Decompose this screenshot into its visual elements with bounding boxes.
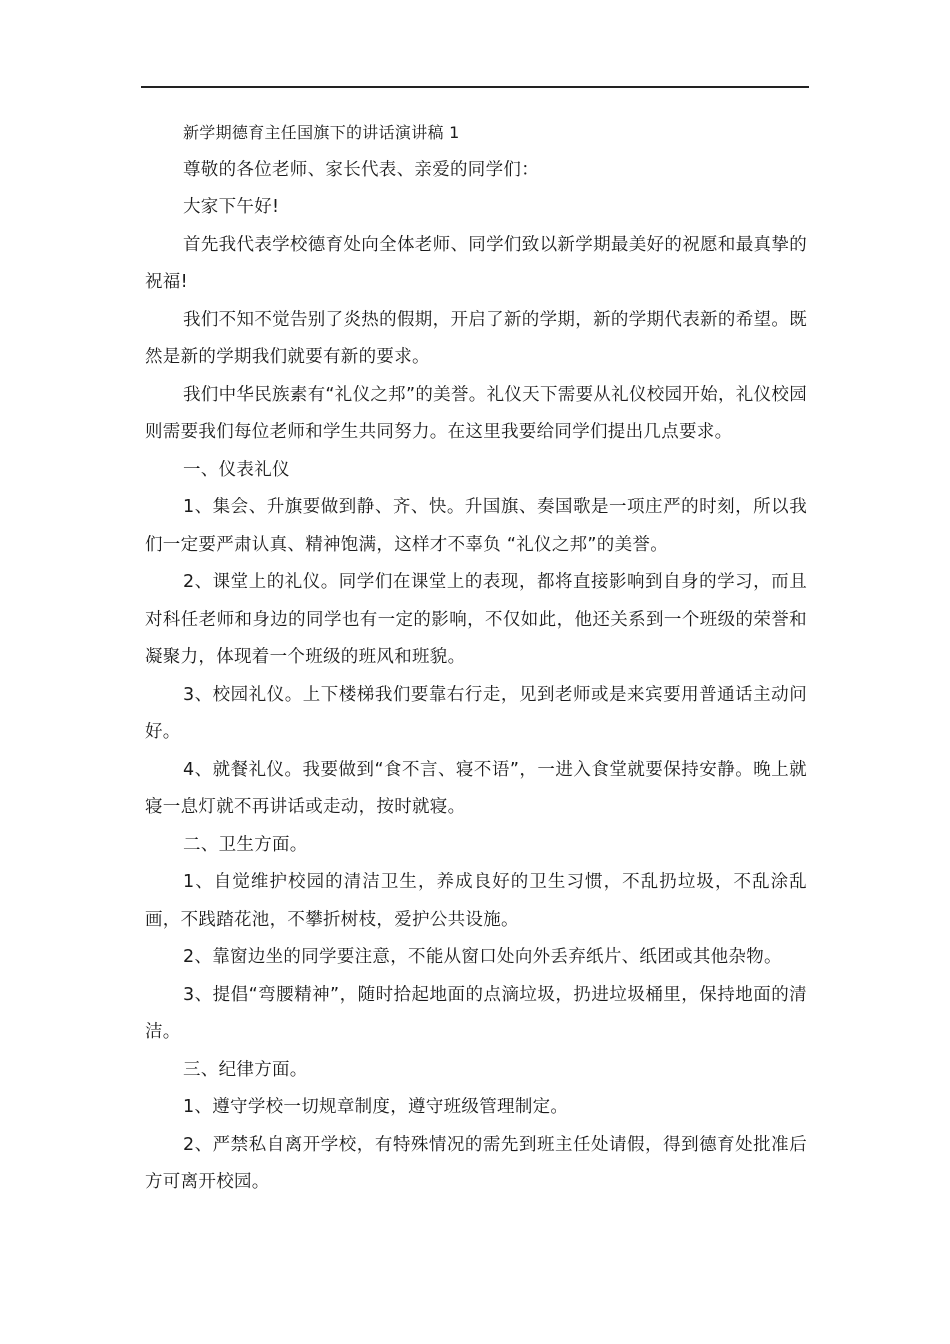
- paragraph-greeting: 大家下午好!: [183, 197, 280, 217]
- list-item: 1、自觉维护校园的清洁卫生，养成良好的卫生习惯，不乱扔垃圾，不乱涂乱画，不践踏花池，不攀折树枝，爱护公共设施。: [145, 872, 807, 930]
- paragraph-salutation: 尊敬的各位老师、家长代表、亲爱的同学们：: [183, 159, 539, 180]
- document-body: [145, 114, 807, 1202]
- list-item: 2、靠窗边坐的同学要注意，不能从窗口处向外丢弃纸片、纸团或其他杂物。: [183, 947, 782, 967]
- section-heading: 三、纪律方面。: [183, 1059, 308, 1080]
- section-heading: 一、仪表礼仪: [183, 459, 290, 480]
- paragraph: 我们不知不觉告别了炎热的假期，开启了新的学期，新的学期代表新的希望。既然是新的学期我们就要有新的要求。: [145, 309, 807, 367]
- section-heading: 二、卫生方面。: [183, 834, 308, 855]
- paragraph: 我们中华民族素有“礼仪之邦”的美誉。礼仪天下需要从礼仪校园开始，礼仪校园则需要我们每位老师和学生共同努力。在这里我要给同学们提出几点要求。: [145, 384, 807, 442]
- list-item: 2、课堂上的礼仪。同学们在课堂上的表现，都将直接影响到自身的学习，而且对科任老师和身边的同学也有一定的影响，不仅如此，他还关系到一个班级的荣誉和凝聚力，体现着一个班级的班风和班貌。: [145, 572, 807, 667]
- list-item: 2、严禁私自离开学校，有特殊情况的需先到班主任处请假，得到德育处批准后方可离开校园。: [145, 1134, 807, 1192]
- list-item: 3、校园礼仪。上下楼梯我们要靠右行走，见到老师或是来宾要用普通话主动问好。: [145, 684, 807, 742]
- list-item: 3、提倡“弯腰精神”，随时拾起地面的点滴垃圾，扔进垃圾桶里，保持地面的清洁。: [145, 984, 807, 1042]
- paragraph: 首先我代表学校德育处向全体老师、同学们致以新学期最美好的祝愿和最真挚的祝福!: [145, 234, 807, 292]
- list-item: 4、就餐礼仪。我要做到“食不言、寝不语”，一进入食堂就要保持安静。晚上就寝一息灯就不再讲话或走动，按时就寝。: [145, 759, 807, 817]
- list-item: 1、集会、升旗要做到静、齐、快。升国旗、奏国歌是一项庄严的时刻，所以我们一定要严肃认真、精神饱满，这样才不辜负 “礼仪之邦”的美誉。: [145, 497, 807, 555]
- header-rule: [141, 86, 809, 88]
- document-title: 新学期德育主任国旗下的讲话演讲稿 1: [183, 123, 460, 142]
- list-item: 1、遵守学校一切规章制度，遵守班级管理制定。: [183, 1097, 569, 1117]
